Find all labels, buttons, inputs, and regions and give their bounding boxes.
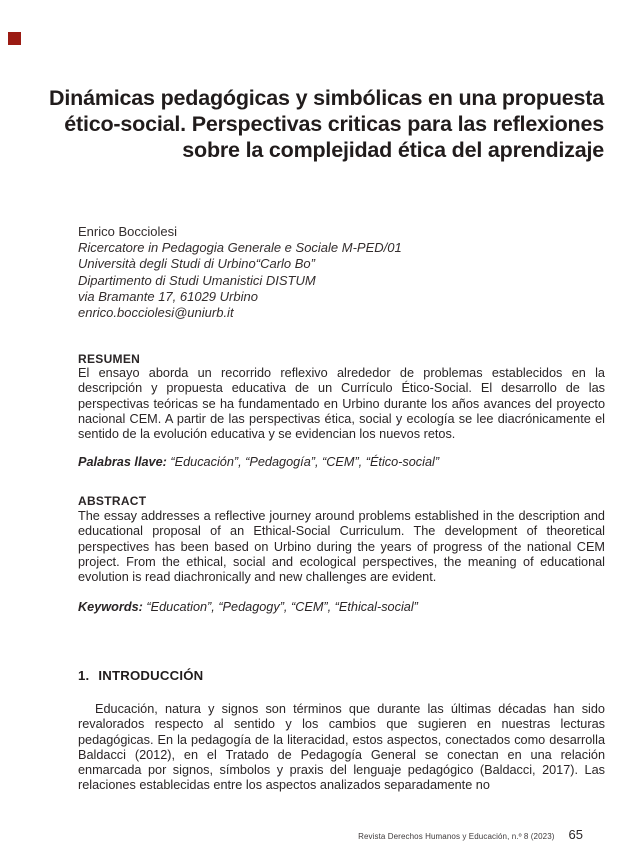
author-university: Università degli Studi di Urbino“Carlo Bo” xyxy=(78,256,315,272)
palabras-llave-line xyxy=(78,455,605,469)
keywords-line xyxy=(78,600,605,614)
resumen-heading: RESUMEN xyxy=(78,352,141,366)
keywords-label: Keywords: xyxy=(78,600,143,614)
palabras-llave-label: Palabras llave: xyxy=(78,455,167,469)
page-footer xyxy=(358,827,583,842)
palabras-llave-values: “Educación”, “Pedagogía”, “CEM”, “Ético-social” xyxy=(170,455,440,469)
introduction-paragraph: Educación, natura y signos son términos que durante las últimas décadas han sido revalorados respecto al sentido y los cambios que sugieren en nuestras lecturas pedagógicas. En la pedagogía de la literacidad, estos aspectos, conectados como desarrolla Baldacci (2012), en el Tratado de Pedagogía General se conectan en una relación enmarcada por signos, símbolos y praxis del lenguaje pedagógico (Baldacci, 2017). Las relaciones establecidas entre los aspectos analizados separadamente no xyxy=(78,702,605,793)
author-position: Ricercatore in Pedagogia Generale e Sociale M-PED/01 xyxy=(78,240,402,256)
paper-title-line: sobre la complejidad ética del aprendizaje xyxy=(182,138,604,162)
section-number: 1. xyxy=(78,668,90,683)
author-block xyxy=(78,224,402,321)
author-address: via Bramante 17, 61029 Urbino xyxy=(78,288,258,304)
author-department: Dipartimento di Studi Umanistici DISTUM xyxy=(78,272,316,288)
abstract-paragraph: The essay addresses a reflective journey around problems established in the description and educational proposal of an Ethical-Social Curriculum. The development of theoretical perspectives has been based on Urbino during the years of progress of the national CEM project. From the ethical, social and ecological perspectives, the meaning of educational evolution is read diachronically and new challenges are evident. xyxy=(78,509,605,585)
keywords-values: “Education”, “Pedagogy”, “CEM”, “Ethical-social” xyxy=(146,600,418,614)
resumen-paragraph: El ensayo aborda un recorrido reflexivo alrededor de problemas establecidos en la descripción y propuesta educativa de un Currículo Ético-Social. El desarrollo de las perspectivas teóricas se ha fundamentado en Urbino durante los años avances del proyecto nacional CEM. A partir de las perspectivas ética, social y ecología se lee diacrónicamente el sentido de la evolución educativa y se evidencian los nuevos retos. xyxy=(78,366,605,442)
author-name: Enrico Bocciolesi xyxy=(78,224,177,239)
footer-page-number: 65 xyxy=(568,827,583,842)
paper-title xyxy=(12,85,604,163)
paper-title-line: ético-social. Perspectivas criticas para las reflexiones xyxy=(64,112,604,136)
section-title: INTRODUCCIÓN xyxy=(98,668,204,683)
abstract-heading: ABSTRACT xyxy=(78,494,147,508)
paper-title-line: Dinámicas pedagógicas y simbólicas en una propuesta xyxy=(49,86,604,110)
author-email: enrico.bocciolesi@uniurb.it xyxy=(78,305,234,321)
footer-journal-title: Revista Derechos Humanos y Educación, n.º 8 (2023) xyxy=(358,832,555,841)
section-heading-introduction xyxy=(78,668,203,683)
corner-marker-square xyxy=(8,32,21,45)
